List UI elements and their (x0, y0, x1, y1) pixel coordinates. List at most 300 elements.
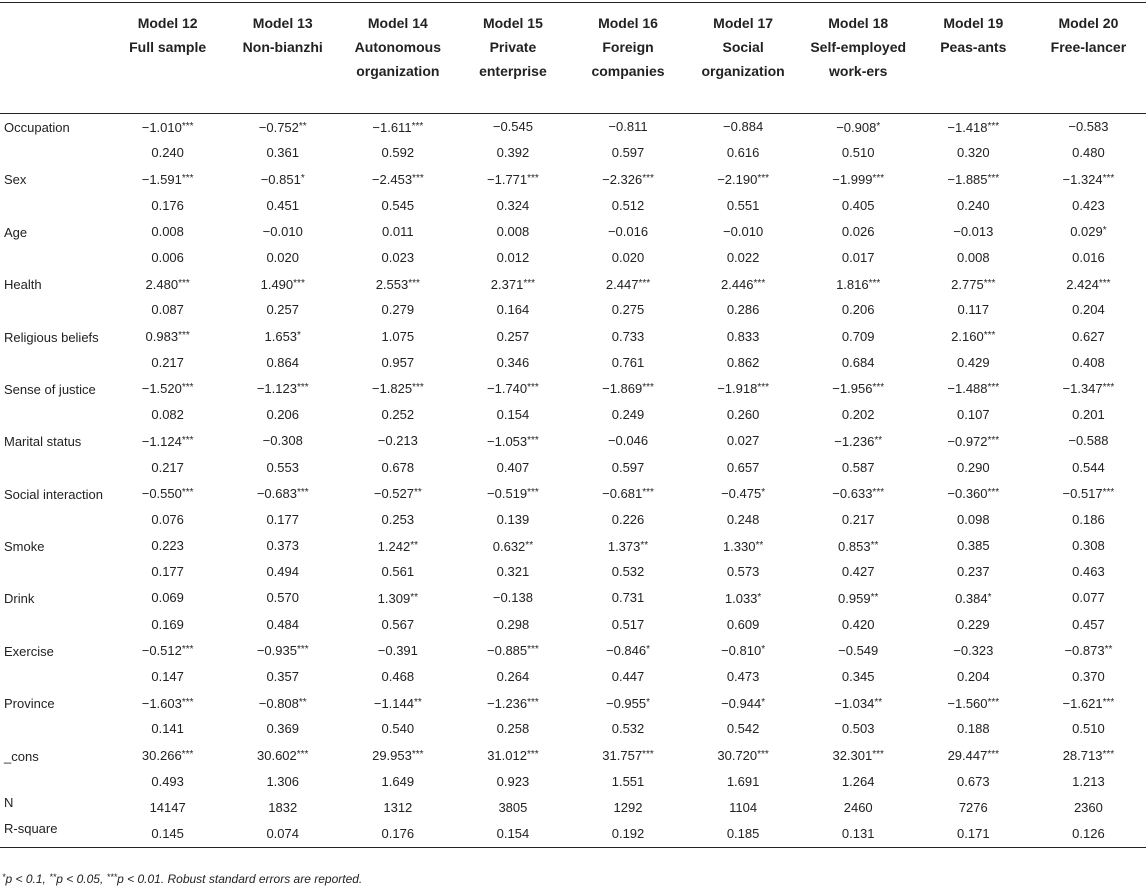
standard-error-cell: 0.107 (957, 407, 990, 423)
statistic-row (0, 795, 1146, 821)
coefficient-cell: 0.077 (1072, 590, 1105, 606)
coefficient-cell: −1.560*** (947, 695, 1000, 711)
footnote-text-3: p < 0.01. Robust standard errors are reported. (117, 872, 363, 886)
standard-error-cell: 0.345 (841, 669, 875, 685)
standard-error-cell: 0.451 (266, 197, 299, 213)
statistic-value-cell: 1832 (268, 799, 298, 815)
coefficient-cell: 0.008 (151, 223, 184, 239)
coefficient-cell: 31.757*** (602, 748, 654, 764)
coefficient-cell: −1.124*** (141, 433, 194, 449)
statistic-value-cell: 2360 (1073, 799, 1103, 815)
coefficient-cell: −1.236** (834, 433, 883, 449)
standard-error-cell: 0.447 (611, 669, 645, 685)
coefficient-cell: 0.709 (841, 328, 875, 344)
coefficient-cell: 0.983*** (145, 329, 190, 345)
statistic-value-cell: 0.126 (1072, 826, 1105, 842)
variable-name-cell (0, 481, 110, 533)
model-column-header (916, 3, 1031, 114)
variable-name-cell (0, 428, 110, 480)
coefficient-cell: −0.846* (606, 643, 651, 659)
standard-error-cell: 0.592 (381, 145, 415, 161)
coefficient-cell: 1.653* (264, 329, 301, 345)
variable-name: _cons (4, 748, 39, 764)
coefficient-cell: 30.720*** (717, 748, 769, 764)
coefficient-cell: −0.808** (258, 695, 307, 711)
statistic-value-cell: 3805 (498, 799, 528, 815)
coefficient-row (0, 690, 1146, 716)
standard-error-cell: 0.532 (611, 721, 645, 737)
coefficient-row (0, 376, 1146, 402)
standard-error-cell: 0.480 (1072, 145, 1105, 161)
standard-error-row (0, 612, 1146, 638)
coefficient-cell: −1.869*** (602, 381, 654, 397)
coefficient-cell: 0.570 (266, 590, 299, 606)
coefficient-cell: 1.816*** (836, 276, 881, 292)
standard-error-cell: 0.532 (611, 564, 645, 580)
standard-error-cell: 1.213 (1072, 773, 1105, 789)
standard-error-cell: 0.473 (726, 669, 760, 685)
coefficient-cell: −1.053*** (487, 433, 539, 449)
coefficient-cell: −0.633*** (832, 486, 885, 502)
coefficient-cell: 1.373** (607, 538, 649, 554)
coefficient-cell: −0.013 (953, 223, 994, 239)
statistic-name: N (4, 794, 14, 810)
standard-error-cell: 0.320 (957, 145, 990, 161)
standard-error-cell: 0.493 (151, 773, 184, 789)
standard-error-row (0, 350, 1146, 376)
statistic-value-cell: 0.171 (957, 826, 990, 842)
coefficient-cell: −2.453*** (371, 171, 424, 187)
coefficient-cell: 0.308 (1072, 538, 1105, 554)
standard-error-cell: 0.169 (151, 616, 184, 632)
footnote-text-2: p < 0.05, (56, 872, 107, 886)
variable-name-cell (0, 166, 110, 218)
standard-error-cell: 0.186 (1072, 511, 1105, 527)
standard-error-cell: 0.240 (957, 197, 990, 213)
coefficient-cell: −0.213 (377, 433, 418, 449)
variable-name: Marital status (4, 434, 82, 450)
standard-error-cell: 0.510 (1072, 721, 1105, 737)
coefficient-cell: −0.545 (492, 119, 533, 135)
standard-error-cell: 0.275 (611, 302, 645, 318)
standard-error-cell: 1.306 (266, 773, 299, 789)
standard-error-cell: 0.257 (266, 302, 299, 318)
standard-error-cell: 0.457 (1072, 616, 1105, 632)
model-number-label: Model 12 (137, 15, 198, 31)
variable-column-header (0, 3, 110, 114)
coefficient-cell: −0.549 (838, 642, 879, 658)
coefficient-cell: 2.775*** (951, 276, 996, 292)
sample-group-label: Autonomous organization (354, 39, 441, 79)
coefficient-cell: −0.308 (262, 433, 303, 449)
coefficient-cell: 29.447*** (947, 748, 1000, 764)
coefficient-cell: −0.681*** (602, 486, 654, 502)
coefficient-cell: −0.810* (721, 643, 766, 659)
coefficient-cell: 0.373 (266, 538, 299, 554)
coefficient-cell: −0.550*** (141, 486, 194, 502)
coefficient-cell: −0.884 (723, 119, 764, 135)
coefficient-cell: 0.731 (611, 590, 645, 606)
standard-error-cell: 0.188 (957, 721, 990, 737)
variable-name: Occupation (4, 120, 70, 135)
coefficient-row (0, 271, 1146, 297)
standard-error-cell: 0.484 (266, 616, 299, 632)
variable-name-cell (0, 114, 110, 167)
standard-error-cell: 0.217 (841, 511, 875, 527)
standard-error-cell: 0.597 (611, 145, 645, 161)
coefficient-cell: 1.330** (722, 538, 764, 554)
coefficient-cell: −2.326*** (602, 171, 654, 187)
standard-error-cell: 0.260 (726, 407, 760, 423)
standard-error-cell: 0.551 (726, 197, 760, 213)
coefficient-cell: 30.602*** (257, 748, 309, 764)
coefficient-cell: −0.955* (606, 695, 651, 711)
variable-name: Smoke (4, 539, 45, 554)
coefficient-cell: 30.266*** (141, 748, 194, 764)
variable-name-cell (0, 585, 110, 637)
coefficient-row (0, 533, 1146, 559)
sample-group-label: Peas-ants (940, 39, 1007, 55)
standard-error-cell: 0.016 (1072, 250, 1105, 266)
model-number-label: Model 14 (367, 15, 428, 31)
standard-error-cell: 0.020 (611, 250, 645, 266)
standard-error-cell: 0.139 (496, 511, 530, 527)
standard-error-cell: 0.542 (726, 721, 760, 737)
model-column-header (225, 3, 340, 114)
standard-error-row (0, 507, 1146, 533)
standard-error-cell: 0.202 (841, 407, 875, 423)
coefficient-row (0, 324, 1146, 350)
coefficient-cell: −1.885*** (947, 171, 1000, 187)
statistic-name: R-square (4, 821, 58, 837)
standard-error-cell: 0.217 (151, 459, 184, 475)
standard-error-row (0, 559, 1146, 585)
coefficient-cell: 0.027 (726, 433, 760, 449)
standard-error-cell: 0.657 (726, 459, 760, 475)
standard-error-cell: 0.020 (266, 250, 299, 266)
standard-error-cell: 0.429 (957, 354, 990, 370)
coefficient-cell: −0.885*** (487, 643, 539, 659)
statistic-row (0, 821, 1146, 848)
coefficient-cell: −1.034** (834, 695, 883, 711)
coefficient-cell: −0.944* (721, 695, 766, 711)
standard-error-cell: 0.098 (957, 511, 990, 527)
model-column-header (570, 3, 685, 114)
standard-error-cell: 0.022 (726, 250, 760, 266)
coefficient-cell: −0.873** (1064, 643, 1113, 659)
statistic-value-cell: 0.145 (151, 826, 184, 842)
coefficient-cell: 32.301*** (832, 748, 884, 764)
standard-error-cell: 0.609 (726, 616, 760, 632)
coefficient-cell: 0.026 (841, 223, 875, 239)
regression-table (0, 2, 1146, 848)
standard-error-cell: 0.463 (1072, 564, 1105, 580)
coefficient-cell: −1.123*** (256, 381, 309, 397)
coefficient-cell: −1.591*** (141, 171, 194, 187)
statistic-value-cell: 1312 (383, 799, 413, 815)
standard-error-row (0, 402, 1146, 428)
coefficient-cell: −0.683*** (256, 486, 309, 502)
coefficient-cell: −0.010 (262, 223, 303, 239)
coefficient-cell: −1.740*** (487, 381, 539, 397)
standard-error-cell: 0.206 (841, 302, 875, 318)
variable-name-cell (0, 219, 110, 271)
standard-error-cell: 0.217 (151, 354, 184, 370)
variable-name: Health (4, 277, 42, 293)
standard-error-cell: 0.298 (496, 616, 530, 632)
standard-error-cell: 0.147 (151, 669, 184, 685)
coefficient-cell: −0.391 (377, 642, 418, 658)
model-number-label: Model 17 (713, 15, 774, 31)
footnote-star-1: * (2, 872, 6, 882)
standard-error-cell: 0.201 (1072, 407, 1105, 423)
sample-group-label: Private enterprise (479, 39, 547, 79)
standard-error-cell: 0.240 (151, 145, 184, 161)
standard-error-cell: 0.264 (496, 669, 530, 685)
sample-group-label: Self-employed work-ers (810, 39, 907, 79)
coefficient-cell: −0.512*** (141, 643, 194, 659)
statistic-value-cell: 7276 (958, 799, 988, 815)
standard-error-cell: 0.346 (496, 354, 530, 370)
variable-name: Province (4, 696, 55, 712)
coefficient-row (0, 585, 1146, 611)
footnote-star-2: ** (49, 872, 57, 882)
standard-error-cell: 0.673 (957, 773, 990, 789)
standard-error-row (0, 769, 1146, 795)
coefficient-cell: 2.447*** (605, 276, 651, 292)
variable-name: Sense of justice (4, 381, 96, 397)
standard-error-cell: 0.544 (1072, 459, 1105, 475)
coefficient-row (0, 166, 1146, 192)
standard-error-cell: 0.076 (151, 511, 184, 527)
standard-error-cell: 0.761 (611, 354, 645, 370)
statistic-value-cell: 0.074 (266, 826, 299, 842)
model-number-label: Model 18 (828, 15, 889, 31)
coefficient-cell: −1.520*** (141, 381, 194, 397)
variable-name: Drink (4, 591, 35, 607)
standard-error-cell: 0.226 (611, 511, 645, 527)
model-column-header (110, 3, 225, 114)
coefficient-cell: −0.517*** (1062, 486, 1115, 502)
statistic-name-cell (0, 795, 110, 821)
standard-error-cell: 0.553 (266, 459, 299, 475)
standard-error-cell: 0.684 (841, 354, 875, 370)
coefficient-cell: −0.811 (608, 119, 648, 135)
standard-error-cell: 0.286 (726, 302, 760, 318)
coefficient-row (0, 743, 1146, 769)
coefficient-cell: 0.627 (1072, 328, 1105, 344)
variable-name-cell (0, 743, 110, 795)
statistic-value-cell: 1292 (613, 799, 643, 815)
model-number-label: Model 19 (943, 15, 1004, 31)
standard-error-cell: 0.361 (266, 145, 299, 161)
coefficient-cell: 0.853** (838, 538, 879, 554)
statistic-value-cell: 14147 (149, 799, 186, 815)
sample-group-label: Foreign companies (591, 39, 665, 79)
standard-error-cell: 0.321 (496, 564, 530, 580)
standard-error-cell: 0.392 (496, 145, 530, 161)
standard-error-cell: 0.573 (726, 564, 760, 580)
coefficient-cell: −0.138 (492, 590, 533, 606)
standard-error-cell: 0.587 (841, 459, 875, 475)
standard-error-cell: 0.324 (496, 197, 530, 213)
coefficient-cell: −0.752** (258, 119, 307, 135)
standard-error-cell: 0.512 (611, 197, 645, 213)
statistic-value-cell: 0.192 (611, 826, 645, 842)
standard-error-cell: 0.206 (266, 407, 299, 423)
standard-error-cell: 0.248 (726, 511, 760, 527)
coefficient-cell: 0.223 (151, 538, 184, 554)
model-number-label: Model 16 (598, 15, 658, 31)
standard-error-cell: 0.177 (266, 511, 299, 527)
coefficient-cell: 1.490*** (260, 276, 305, 292)
model-column-header (686, 3, 801, 114)
coefficient-cell: −0.583 (1068, 119, 1109, 135)
standard-error-cell: 0.597 (611, 459, 645, 475)
coefficient-cell: −0.046 (607, 433, 649, 449)
coefficient-cell: −0.851* (260, 171, 305, 187)
coefficient-cell: 0.385 (957, 538, 990, 554)
standard-error-cell: 0.369 (266, 721, 299, 737)
standard-error-cell: 0.117 (957, 302, 990, 318)
coefficient-cell: −2.190*** (717, 171, 770, 187)
standard-error-row (0, 193, 1146, 219)
coefficient-cell: 31.012*** (487, 748, 539, 764)
coefficient-row (0, 638, 1146, 664)
sample-group-label: Social organization (701, 39, 785, 79)
standard-error-cell: 0.164 (496, 302, 530, 318)
table-footnote (2, 872, 362, 886)
standard-error-cell: 0.357 (266, 669, 299, 685)
variable-name: Age (4, 224, 28, 240)
standard-error-cell: 0.290 (957, 459, 990, 475)
standard-error-row (0, 297, 1146, 323)
coefficient-cell: 2.160*** (951, 329, 996, 345)
coefficient-cell: −0.519*** (487, 486, 539, 502)
variable-name-cell (0, 271, 110, 323)
coefficient-cell: −1.347*** (1062, 381, 1115, 397)
coefficient-cell: −1.236*** (487, 695, 539, 711)
standard-error-cell: 0.006 (151, 250, 184, 266)
coefficient-cell: 0.257 (496, 328, 530, 344)
statistic-value-cell: 1104 (729, 799, 758, 815)
standard-error-cell: 0.864 (266, 354, 299, 370)
standard-error-cell: 1.691 (726, 773, 760, 789)
coefficient-cell: −0.010 (723, 223, 764, 239)
standard-error-cell: 1.649 (381, 773, 415, 789)
model-column-header (340, 3, 455, 114)
coefficient-cell: −0.588 (1068, 433, 1109, 449)
coefficient-cell: −0.908* (836, 119, 881, 135)
variable-name-cell (0, 690, 110, 742)
variable-name-cell (0, 324, 110, 376)
standard-error-cell: 0.616 (726, 145, 760, 161)
sample-group-label: Free-lancer (1050, 39, 1127, 55)
coefficient-cell: −1.324*** (1062, 171, 1115, 187)
standard-error-cell: 0.154 (496, 407, 530, 423)
model-number-label: Model 15 (482, 15, 543, 31)
standard-error-cell: 0.279 (381, 302, 415, 318)
variable-name: Sex (4, 172, 27, 188)
standard-error-cell: 0.017 (841, 250, 875, 266)
coefficient-cell: −1.956*** (832, 381, 885, 397)
coefficient-cell: 1.075 (381, 328, 415, 344)
model-column-header (801, 3, 916, 114)
coefficient-row (0, 219, 1146, 245)
statistic-value-cell: 0.185 (726, 826, 760, 842)
coefficient-row (0, 481, 1146, 507)
variable-name-cell (0, 533, 110, 585)
variable-name: Social interaction (4, 486, 103, 502)
sample-group-label: Non-bianzhi (242, 39, 323, 55)
standard-error-cell: 0.237 (957, 564, 990, 580)
sample-group-label: Full sample (129, 39, 207, 55)
standard-error-cell: 0.923 (496, 773, 530, 789)
header-row (0, 3, 1146, 114)
standard-error-cell: 0.177 (151, 564, 184, 580)
coefficient-cell: 28.713*** (1062, 748, 1115, 764)
standard-error-row (0, 140, 1146, 166)
coefficient-cell: 0.959** (838, 590, 879, 606)
coefficient-cell: 29.953*** (372, 748, 424, 764)
coefficient-cell: −0.360*** (947, 486, 1000, 502)
standard-error-cell: 0.408 (1072, 354, 1105, 370)
standard-error-cell: 0.423 (1072, 197, 1105, 213)
standard-error-cell: 0.510 (841, 145, 875, 161)
standard-error-cell: 0.204 (1072, 302, 1105, 318)
coefficient-cell: 1.242** (377, 538, 418, 554)
standard-error-cell: 0.561 (381, 564, 415, 580)
model-number-label: Model 20 (1058, 15, 1119, 31)
standard-error-cell: 0.517 (611, 616, 645, 632)
coefficient-cell: 2.424*** (1066, 276, 1111, 292)
variable-name: Religious beliefs (4, 329, 99, 345)
coefficient-cell: −0.527** (373, 486, 422, 502)
coefficient-cell: −1.418*** (947, 119, 1000, 135)
standard-error-cell: 0.141 (151, 721, 184, 737)
standard-error-cell: 0.405 (841, 197, 875, 213)
coefficient-cell: 2.371*** (490, 276, 536, 292)
coefficient-cell: −1.621*** (1062, 695, 1115, 711)
standard-error-cell: 0.407 (496, 459, 530, 475)
standard-error-cell: 0.678 (381, 459, 415, 475)
coefficient-cell: −1.144** (373, 695, 422, 711)
standard-error-cell: 0.204 (957, 669, 990, 685)
standard-error-cell: 1.264 (841, 773, 875, 789)
coefficient-row (0, 428, 1146, 454)
coefficient-cell: 0.008 (496, 223, 530, 239)
standard-error-cell: 0.253 (381, 511, 415, 527)
model-column-header (1031, 3, 1146, 114)
standard-error-cell: 1.551 (611, 773, 645, 789)
coefficient-cell: −0.935*** (256, 643, 309, 659)
coefficient-cell: 2.480*** (145, 276, 190, 292)
standard-error-cell: 0.082 (151, 407, 184, 423)
coefficient-cell: −1.010*** (141, 119, 194, 135)
statistic-value-cell: 0.176 (381, 826, 415, 842)
standard-error-cell: 0.008 (957, 250, 990, 266)
coefficient-cell: 0.384* (955, 590, 992, 606)
standard-error-row (0, 664, 1146, 690)
standard-error-cell: 0.494 (266, 564, 299, 580)
coefficient-cell: −1.603*** (141, 695, 194, 711)
coefficient-cell: −1.488*** (947, 381, 1000, 397)
coefficient-cell: −0.323 (953, 642, 994, 658)
statistic-value-cell: 0.154 (496, 826, 530, 842)
coefficient-cell: −1.999*** (832, 171, 885, 187)
coefficient-cell: −0.016 (607, 223, 649, 239)
standard-error-cell: 0.229 (957, 616, 990, 632)
